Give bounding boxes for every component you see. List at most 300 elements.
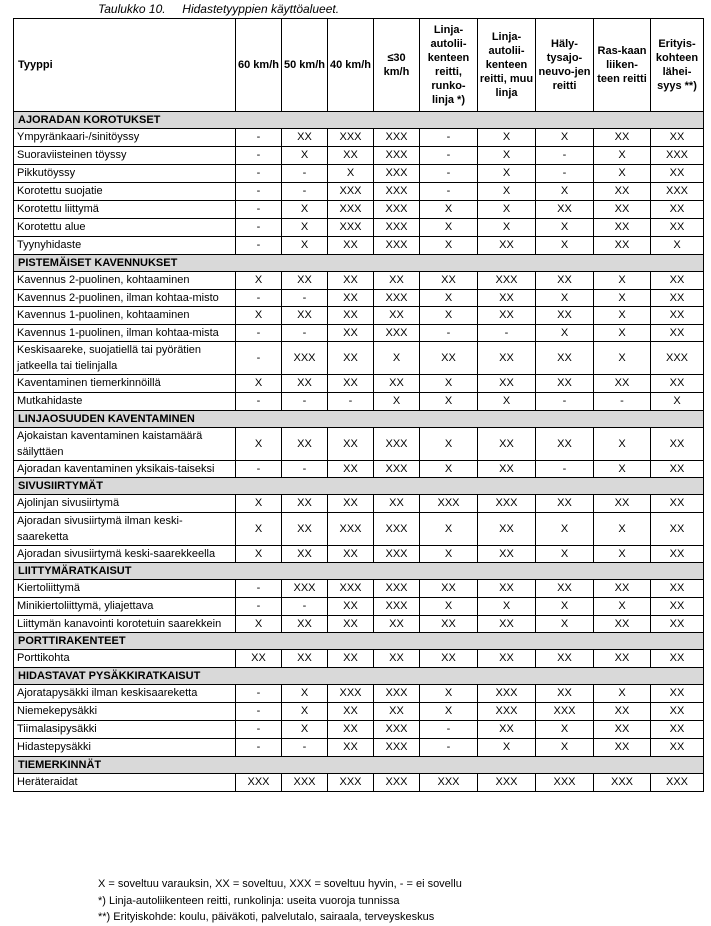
row-label: Korotettu suojatie <box>14 183 236 201</box>
table-cell: - <box>236 461 282 478</box>
table-cell: XXX <box>374 546 420 563</box>
row-label: Ympyränkaari-/sinitöyssy <box>14 129 236 147</box>
table-cell: X <box>594 290 651 307</box>
table-row <box>14 739 704 757</box>
table-row <box>14 201 704 219</box>
table-cell: XX <box>651 513 704 546</box>
table-cell: XX <box>651 272 704 290</box>
table-cell: X <box>478 739 536 757</box>
table-cell: - <box>536 165 594 183</box>
table-cell: - <box>594 393 651 411</box>
table-cell: X <box>236 428 282 461</box>
table-cell: XX <box>374 375 420 393</box>
table-cell: XX <box>478 461 536 478</box>
table-cell: X <box>536 739 594 757</box>
section-row <box>14 633 704 650</box>
table-cell: - <box>236 165 282 183</box>
table-cell: XX <box>651 650 704 668</box>
usage-table <box>13 18 704 792</box>
table-cell: XX <box>536 272 594 290</box>
table-cell: XX <box>651 428 704 461</box>
table-cell: XX <box>651 616 704 633</box>
table-row <box>14 513 704 546</box>
legend-note: **) Erityiskohde: koulu, päiväkoti, palvelutalo, sairaala, terveyskeskus <box>98 911 435 923</box>
section-title: HIDASTAVAT PYSÄKKIRATKAISUT <box>14 668 704 685</box>
table-cell: - <box>282 325 328 342</box>
table-row <box>14 546 704 563</box>
table-cell: XXX <box>536 774 594 792</box>
table-row <box>14 325 704 342</box>
table-cell: X <box>536 325 594 342</box>
table-cell: XX <box>478 513 536 546</box>
column-header: Linja-autolii-kenteen reitti, muu linja <box>478 19 536 112</box>
table-cell: XX <box>594 219 651 237</box>
column-header: Ras-kaan liiken-teen reitti <box>594 19 651 112</box>
table-cell: XX <box>328 307 374 325</box>
table-cell: XX <box>594 183 651 201</box>
table-cell: X <box>536 219 594 237</box>
table-cell: XXX <box>374 165 420 183</box>
table-cell: XX <box>478 721 536 739</box>
table-cell: XX <box>651 375 704 393</box>
table-cell: XXX <box>328 685 374 703</box>
table-cell: - <box>328 393 374 411</box>
table-row <box>14 616 704 633</box>
row-label: Tiimalasipysäkki <box>14 721 236 739</box>
table-cell: XX <box>328 703 374 721</box>
table-row <box>14 147 704 165</box>
legend-note: X = soveltuu varauksin, XX = soveltuu, XXX = soveltuu hyvin, - = ei sovellu <box>98 878 462 890</box>
table-cell: XXX <box>374 461 420 478</box>
table-cell: - <box>236 219 282 237</box>
table-row <box>14 774 704 792</box>
table-cell: - <box>420 739 478 757</box>
table-cell: XX <box>594 495 651 513</box>
table-cell: XX <box>478 307 536 325</box>
table-cell: X <box>536 616 594 633</box>
table-cell: X <box>420 290 478 307</box>
table-cell: XXX <box>536 703 594 721</box>
table-cell: XX <box>478 650 536 668</box>
table-cell: - <box>236 325 282 342</box>
table-cell: XX <box>651 685 704 703</box>
row-label: Heräteraidat <box>14 774 236 792</box>
column-header: ≤30 km/h <box>374 19 420 112</box>
table-cell: XX <box>594 201 651 219</box>
table-cell: X <box>594 342 651 375</box>
table-caption: Taulukko 10. Hidastetyyppien käyttöalueet. <box>98 2 340 16</box>
header-row <box>14 19 704 112</box>
row-label: Niemekepysäkki <box>14 703 236 721</box>
table-row <box>14 129 704 147</box>
table-cell: XX <box>328 598 374 616</box>
table-cell: - <box>282 461 328 478</box>
table-cell: XX <box>328 325 374 342</box>
table-cell: X <box>420 546 478 563</box>
table-cell: X <box>236 546 282 563</box>
table-cell: XXX <box>374 598 420 616</box>
column-header: Erityis-kohteen lähei-syys **) <box>651 19 704 112</box>
table-cell: X <box>282 721 328 739</box>
table-cell: - <box>282 290 328 307</box>
table-cell: X <box>420 598 478 616</box>
table-cell: XX <box>651 580 704 598</box>
table-cell: XXX <box>374 219 420 237</box>
table-cell: XX <box>328 616 374 633</box>
table-cell: X <box>536 290 594 307</box>
row-label: Ajoradan kaventaminen yksikais-taiseksi <box>14 461 236 478</box>
table-cell: - <box>236 129 282 147</box>
table-row <box>14 721 704 739</box>
row-label: Kaventaminen tiemerkinnöillä <box>14 375 236 393</box>
table-cell: XX <box>651 495 704 513</box>
section-title: LINJAOSUUDEN KAVENTAMINEN <box>14 411 704 428</box>
table-row <box>14 428 704 461</box>
table-cell: XXX <box>374 147 420 165</box>
table-cell: XX <box>651 546 704 563</box>
table-cell: - <box>478 325 536 342</box>
table-cell: XXX <box>374 237 420 255</box>
table-cell: XX <box>282 546 328 563</box>
table-cell: XXX <box>374 513 420 546</box>
table-cell: XXX <box>282 580 328 598</box>
table-cell: X <box>478 219 536 237</box>
table-cell: XX <box>536 580 594 598</box>
table-cell: X <box>236 307 282 325</box>
table-cell: XXX <box>478 703 536 721</box>
table-row <box>14 165 704 183</box>
table-cell: X <box>594 307 651 325</box>
row-label: Suoraviisteinen töyssy <box>14 147 236 165</box>
table-cell: X <box>420 513 478 546</box>
table-cell: XXX <box>478 685 536 703</box>
table-row <box>14 495 704 513</box>
row-label: Kavennus 2-puolinen, kohtaaminen <box>14 272 236 290</box>
table-cell: XXX <box>282 774 328 792</box>
table-cell: XXX <box>651 147 704 165</box>
row-label: Porttikohta <box>14 650 236 668</box>
table-cell: X <box>536 598 594 616</box>
table-cell: XXX <box>328 183 374 201</box>
table-cell: XXX <box>282 342 328 375</box>
table-cell: XXX <box>328 513 374 546</box>
table-cell: XX <box>478 428 536 461</box>
table-cell: X <box>478 201 536 219</box>
table-cell: - <box>236 183 282 201</box>
table-cell: X <box>536 513 594 546</box>
table-row <box>14 307 704 325</box>
table-cell: - <box>282 183 328 201</box>
table-cell: XX <box>478 616 536 633</box>
row-label: Kavennus 2-puolinen, ilman kohtaa-misto <box>14 290 236 307</box>
table-cell: X <box>236 616 282 633</box>
section-row <box>14 478 704 495</box>
table-cell: XX <box>651 325 704 342</box>
row-label: Korotettu liittymä <box>14 201 236 219</box>
table-cell: - <box>420 129 478 147</box>
table-cell: X <box>594 685 651 703</box>
table-cell: XX <box>651 721 704 739</box>
table-cell: XX <box>420 616 478 633</box>
table-cell: - <box>236 739 282 757</box>
table-cell: XXX <box>374 290 420 307</box>
table-cell: XX <box>420 580 478 598</box>
table-cell: XX <box>594 721 651 739</box>
table-cell: X <box>374 342 420 375</box>
table-cell: X <box>594 272 651 290</box>
legend-notes <box>98 876 462 926</box>
table-row <box>14 461 704 478</box>
table-cell: XX <box>594 703 651 721</box>
table-cell: X <box>420 703 478 721</box>
table-cell: XXX <box>374 739 420 757</box>
table-cell: X <box>594 513 651 546</box>
table-cell: XXX <box>374 721 420 739</box>
table-cell: XXX <box>478 774 536 792</box>
table-row <box>14 685 704 703</box>
table-cell: - <box>420 165 478 183</box>
table-cell: X <box>594 147 651 165</box>
table-cell: X <box>236 272 282 290</box>
table-cell: XXX <box>374 129 420 147</box>
table-cell: - <box>236 237 282 255</box>
table-cell: XX <box>282 129 328 147</box>
table-cell: X <box>420 375 478 393</box>
table-cell: XX <box>651 129 704 147</box>
table-cell: XX <box>328 342 374 375</box>
table-cell: XX <box>328 375 374 393</box>
table-cell: XX <box>328 721 374 739</box>
table-cell: X <box>536 721 594 739</box>
table-row <box>14 237 704 255</box>
table-cell: X <box>478 165 536 183</box>
table-cell: X <box>478 393 536 411</box>
table-cell: - <box>236 290 282 307</box>
table-cell: X <box>594 461 651 478</box>
table-cell: - <box>236 201 282 219</box>
row-label: Pikkutöyssy <box>14 165 236 183</box>
column-header: Linja-autolii-kenteen reitti, runko-linja *) <box>420 19 478 112</box>
table-cell: X <box>420 428 478 461</box>
section-title: PISTEMÄISET KAVENNUKSET <box>14 255 704 272</box>
section-row <box>14 668 704 685</box>
table-cell: XX <box>651 219 704 237</box>
table-cell: XX <box>651 739 704 757</box>
table-cell: XXX <box>328 201 374 219</box>
table-cell: XX <box>328 147 374 165</box>
table-cell: - <box>282 598 328 616</box>
table-cell: X <box>328 165 374 183</box>
table-cell: XXX <box>374 428 420 461</box>
table-cell: XXX <box>594 774 651 792</box>
table-row <box>14 580 704 598</box>
row-label: Minikiertoliittymä, yliajettava <box>14 598 236 616</box>
table-cell: XX <box>536 650 594 668</box>
table-cell: XX <box>328 650 374 668</box>
table-cell: X <box>374 393 420 411</box>
table-cell: X <box>420 685 478 703</box>
table-row <box>14 342 704 375</box>
column-header: 40 km/h <box>328 19 374 112</box>
table-cell: XX <box>594 616 651 633</box>
table-row <box>14 393 704 411</box>
section-row <box>14 255 704 272</box>
table-cell: XXX <box>374 580 420 598</box>
section-title: PORTTIRAKENTEET <box>14 633 704 650</box>
table-cell: - <box>536 393 594 411</box>
table-cell: X <box>420 307 478 325</box>
table-cell: XXX <box>651 774 704 792</box>
table-cell: XX <box>374 495 420 513</box>
table-cell: XX <box>536 201 594 219</box>
table-row <box>14 703 704 721</box>
table-cell: XX <box>374 650 420 668</box>
table-cell: X <box>478 183 536 201</box>
table-cell: XX <box>282 650 328 668</box>
table-cell: X <box>594 598 651 616</box>
table-cell: XXX <box>420 495 478 513</box>
table-cell: XX <box>651 201 704 219</box>
section-title: SIVUSIIRTYMÄT <box>14 478 704 495</box>
table-cell: X <box>236 495 282 513</box>
table-cell: XX <box>536 307 594 325</box>
row-label: Liittymän kanavointi korotetuin saarekkein <box>14 616 236 633</box>
table-cell: XX <box>328 739 374 757</box>
table-cell: XX <box>651 703 704 721</box>
table-cell: X <box>420 237 478 255</box>
table-cell: XX <box>328 272 374 290</box>
table-cell: XX <box>651 290 704 307</box>
section-row <box>14 112 704 129</box>
table-cell: XX <box>374 307 420 325</box>
table-cell: XX <box>478 290 536 307</box>
table-cell: X <box>420 461 478 478</box>
table-cell: XX <box>282 428 328 461</box>
table-cell: XX <box>328 495 374 513</box>
table-cell: XX <box>374 272 420 290</box>
table-cell: XX <box>374 703 420 721</box>
section-row <box>14 411 704 428</box>
row-label: Mutkahidaste <box>14 393 236 411</box>
table-cell: XX <box>328 461 374 478</box>
table-cell: XXX <box>374 774 420 792</box>
table-cell: X <box>536 129 594 147</box>
column-header: Tyyppi <box>14 19 236 112</box>
table-cell: X <box>282 685 328 703</box>
table-cell: X <box>536 546 594 563</box>
table-cell: XX <box>651 307 704 325</box>
table-cell: - <box>236 342 282 375</box>
table-cell: X <box>420 393 478 411</box>
table-cell: XX <box>236 650 282 668</box>
table-cell: X <box>282 219 328 237</box>
table-cell: XXX <box>236 774 282 792</box>
table-cell: X <box>594 165 651 183</box>
table-cell: X <box>536 237 594 255</box>
table-cell: X <box>536 183 594 201</box>
table-cell: XX <box>594 375 651 393</box>
table-cell: XX <box>478 546 536 563</box>
table-cell: XX <box>282 513 328 546</box>
table-cell: X <box>594 325 651 342</box>
table-cell: - <box>236 393 282 411</box>
table-cell: X <box>478 598 536 616</box>
table-cell: XX <box>420 650 478 668</box>
section-title: AJORADAN KOROTUKSET <box>14 112 704 129</box>
table-row <box>14 375 704 393</box>
table-cell: XXX <box>328 580 374 598</box>
table-cell: - <box>282 739 328 757</box>
section-row <box>14 757 704 774</box>
table-cell: XX <box>594 129 651 147</box>
table-cell: XX <box>651 598 704 616</box>
column-header: Häly-tysajo-neuvo-jen reitti <box>536 19 594 112</box>
table-cell: XX <box>328 290 374 307</box>
table-row <box>14 650 704 668</box>
table-cell: XX <box>282 616 328 633</box>
table-cell: XX <box>478 375 536 393</box>
table-cell: XX <box>282 375 328 393</box>
table-cell: - <box>236 147 282 165</box>
table-cell: X <box>282 703 328 721</box>
table-cell: XX <box>282 272 328 290</box>
section-title: LIITTYMÄRATKAISUT <box>14 563 704 580</box>
table-cell: XXX <box>651 342 704 375</box>
table-cell: XXX <box>328 219 374 237</box>
table-cell: X <box>594 546 651 563</box>
table-cell: - <box>536 461 594 478</box>
row-label: Korotettu alue <box>14 219 236 237</box>
table-cell: X <box>651 237 704 255</box>
table-cell: XX <box>420 342 478 375</box>
table-cell: X <box>282 147 328 165</box>
table-cell: XX <box>478 580 536 598</box>
column-header: 60 km/h <box>236 19 282 112</box>
table-cell: XX <box>328 428 374 461</box>
table-cell: XXX <box>374 325 420 342</box>
table-cell: XX <box>328 237 374 255</box>
table-cell: XXX <box>651 183 704 201</box>
table-cell: XX <box>282 495 328 513</box>
table-cell: X <box>236 513 282 546</box>
table-cell: - <box>420 147 478 165</box>
table-cell: XXX <box>374 685 420 703</box>
table-cell: XXX <box>478 272 536 290</box>
row-label: Kavennus 1-puolinen, ilman kohtaa-mista <box>14 325 236 342</box>
table-row <box>14 272 704 290</box>
section-title: TIEMERKINNÄT <box>14 757 704 774</box>
table-cell: X <box>282 237 328 255</box>
row-label: Ajoradan sivusiirtymä ilman keski-saareketta <box>14 513 236 546</box>
table-cell: XX <box>594 739 651 757</box>
table-cell: XX <box>536 685 594 703</box>
table-cell: X <box>478 147 536 165</box>
table-row <box>14 290 704 307</box>
table-cell: XXX <box>420 774 478 792</box>
table-cell: X <box>420 201 478 219</box>
table-cell: - <box>236 685 282 703</box>
table-cell: X <box>420 219 478 237</box>
table-cell: XX <box>328 546 374 563</box>
row-label: Ajokaistan kaventaminen kaistamäärä säilyttäen <box>14 428 236 461</box>
table-cell: X <box>282 201 328 219</box>
row-label: Kavennus 1-puolinen, kohtaaminen <box>14 307 236 325</box>
table-cell: XX <box>651 165 704 183</box>
legend-note: *) Linja-autoliikenteen reitti, runkolinja: useita vuoroja tunnissa <box>98 894 400 907</box>
table-cell: XX <box>536 428 594 461</box>
table-row <box>14 598 704 616</box>
table-cell: XX <box>594 237 651 255</box>
